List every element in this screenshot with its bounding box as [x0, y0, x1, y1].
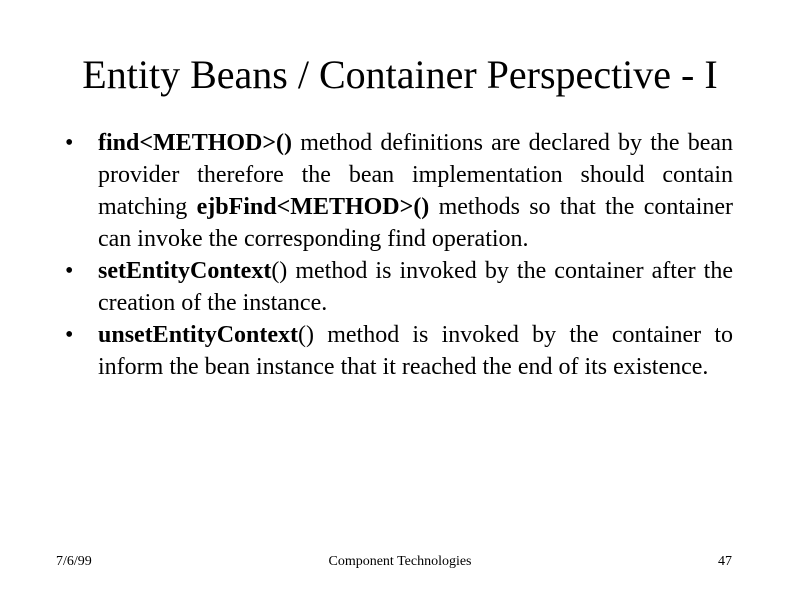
footer-date: 7/6/99	[56, 554, 92, 569]
bullet-run: methods so that the container can invoke the corresponding find operation.	[98, 194, 734, 252]
bullet-text	[98, 258, 733, 316]
bullet-item-set-entity-context	[65, 255, 733, 319]
bullet-text	[98, 322, 733, 380]
bullet-run-bold: ejbFind<METHOD>()	[196, 194, 430, 220]
bullet-run: () method is invoked by the container after the creation of the instance.	[98, 258, 733, 316]
bullet-icon: •	[65, 322, 74, 348]
bullet-icon: •	[65, 258, 74, 284]
bullet-icon: •	[65, 130, 74, 156]
bullet-list	[65, 127, 733, 383]
bullet-run-bold: unsetEntityContext	[98, 322, 299, 348]
bullet-run-bold: find<METHOD>()	[98, 130, 293, 156]
bullet-text	[98, 130, 733, 252]
bullet-run: () method is invoked by the container to inform the bean instance that it reached the end of its existence.	[98, 322, 733, 380]
bullet-item-find-method	[65, 127, 733, 255]
bullet-item-unset-entity-context	[65, 319, 733, 383]
bullet-run-bold: setEntityContext	[98, 258, 272, 284]
bullet-run: method definitions are declared by the bean provider therefore the bean implementation should contain matching	[98, 130, 733, 220]
slide-title: Entity Beans / Container Perspective - I	[82, 52, 718, 97]
footer-title: Component Technologies	[328, 554, 472, 569]
footer-page-number: 47	[718, 554, 732, 569]
